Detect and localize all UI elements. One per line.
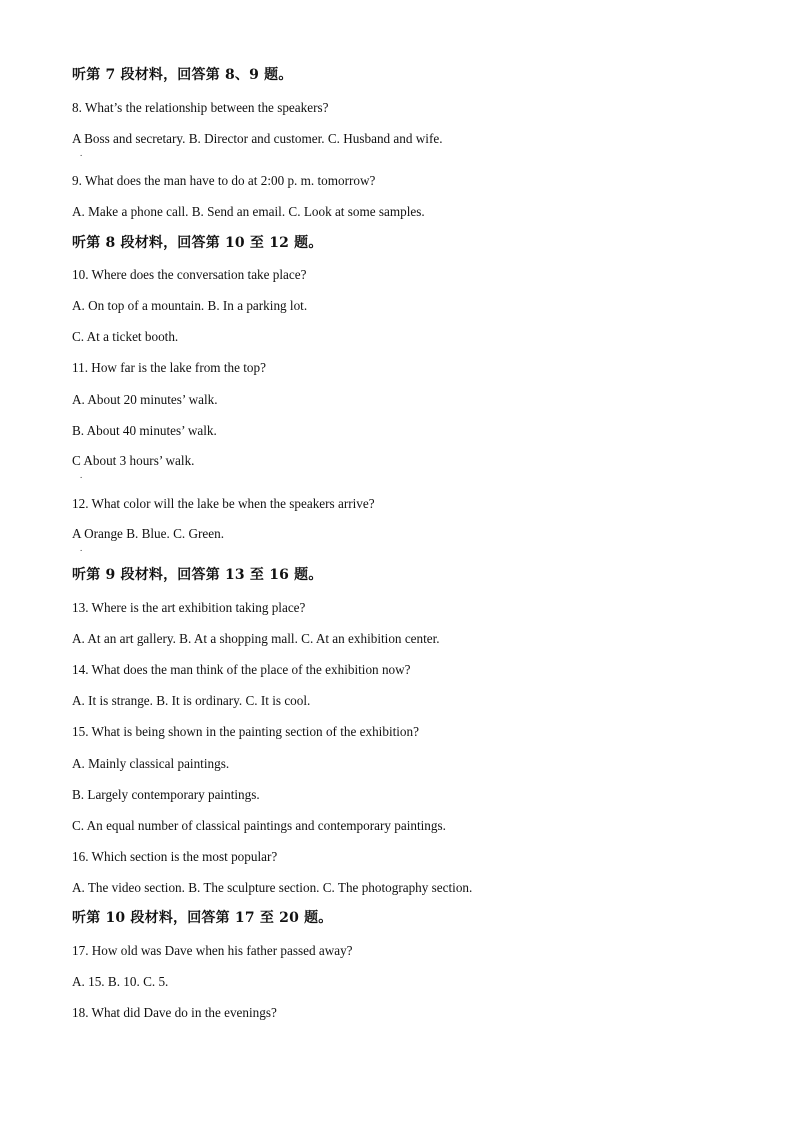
question-14: 14. What does the man think of the place of the exhibition now?	[72, 662, 411, 677]
question-15-option-c: C. An equal number of classical paintings and contemporary paintings.	[72, 818, 446, 833]
question-10-options-ab: A. On top of a mountain. B. In a parking lot.	[72, 298, 308, 313]
section-10-heading: 听第 10 段材料，回答第 17 至 20 题。	[72, 910, 333, 926]
question-16: 16. Which section is the most popular?	[72, 849, 278, 864]
question-11-option-a: A. About 20 minutes’ walk.	[72, 392, 218, 407]
question-17: 17. How old was Dave when his father passed away?	[72, 943, 353, 958]
question-11: 11. How far is the lake from the top?	[72, 360, 266, 375]
question-15: 15. What is being shown in the painting section of the exhibition?	[72, 724, 419, 739]
question-12: 12. What color will the lake be when the speakers arrive?	[72, 496, 375, 511]
question-12-options: A Orange B. Blue. C. Green.	[72, 526, 224, 541]
question-11-option-dot: .	[80, 470, 83, 480]
question-8: 8. What’s the relationship between the speakers?	[72, 100, 329, 115]
question-8-options: A Boss and secretary. B. Director and customer. C. Husband and wife.	[72, 131, 443, 146]
question-17-options: A. 15. B. 10. C. 5.	[72, 974, 169, 989]
question-15-option-b: B. Largely contemporary paintings.	[72, 787, 260, 802]
question-13: 13. Where is the art exhibition taking place?	[72, 600, 306, 615]
question-15-option-a: A. Mainly classical paintings.	[72, 756, 230, 771]
question-11-option-b: B. About 40 minutes’ walk.	[72, 423, 217, 438]
question-9: 9. What does the man have to do at 2:00 p. m. tomorrow?	[72, 173, 376, 188]
question-9-options: A. Make a phone call. B. Send an email. C. Look at some samples.	[72, 204, 425, 219]
question-11-option-c: C About 3 hours’ walk.	[72, 453, 195, 468]
question-14-options: A. It is strange. B. It is ordinary. C. It is cool.	[72, 693, 311, 708]
section-8-heading: 听第 8 段材料，回答第 10 至 12 题。	[72, 235, 323, 251]
question-13-options: A. At an art gallery. B. At a shopping mall. C. At an exhibition center.	[72, 631, 440, 646]
question-10-option-c: C. At a ticket booth.	[72, 329, 179, 344]
question-8-option-dot: .	[80, 148, 83, 158]
question-12-option-dot: .	[80, 543, 83, 553]
question-10: 10. Where does the conversation take place?	[72, 267, 307, 282]
question-18: 18. What did Dave do in the evenings?	[72, 1005, 277, 1020]
section-7-heading: 听第 7 段材料，回答第 8、9 题。	[72, 67, 293, 83]
section-9-heading: 听第 9 段材料，回答第 13 至 16 题。	[72, 567, 323, 583]
question-16-options: A. The video section. B. The sculpture section. C. The photography section.	[72, 880, 473, 895]
